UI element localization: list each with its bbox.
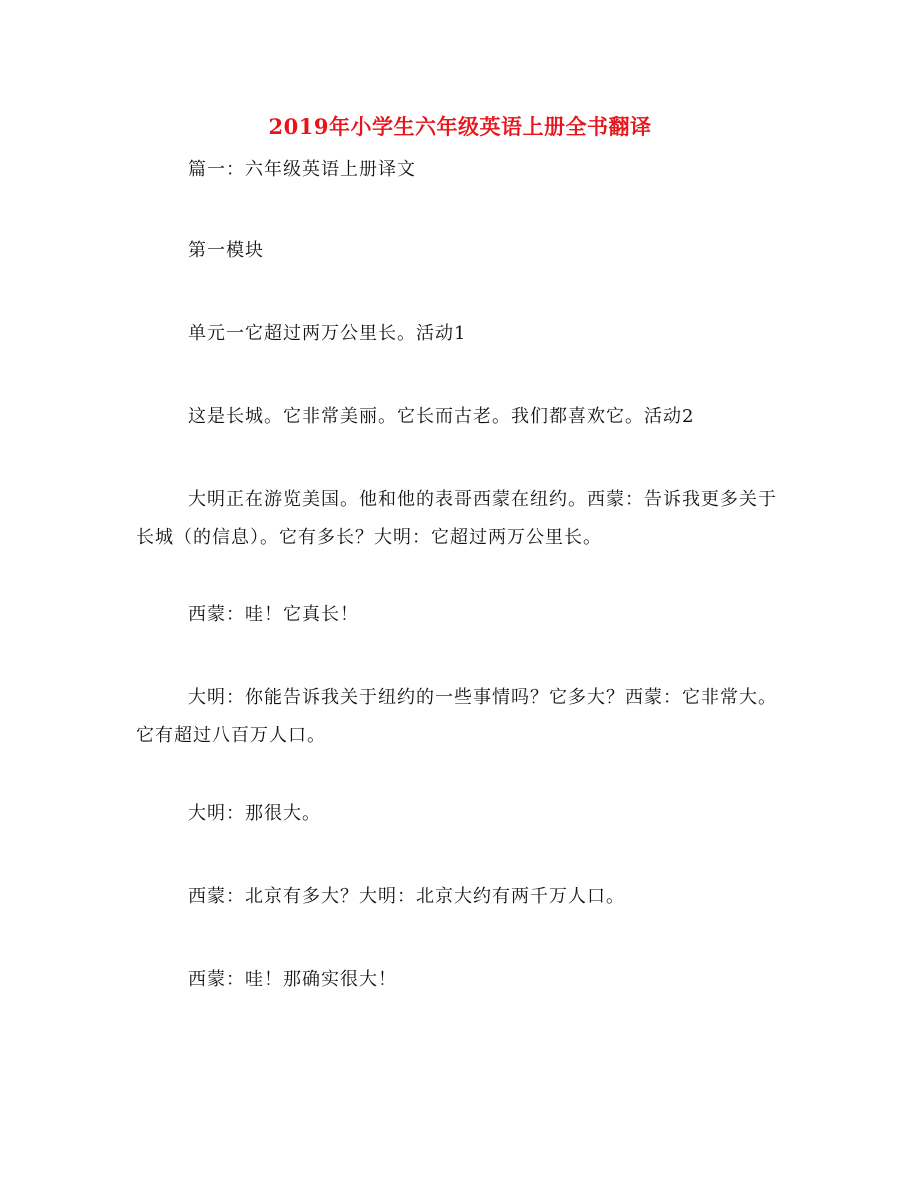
- paragraph-unit-heading: 单元一它超过两万公里长。活动1: [188, 323, 467, 344]
- paragraph-dialogue: 大明：那很大。: [188, 803, 321, 824]
- paragraph-section-heading: 篇一：六年级英语上册译文: [188, 159, 416, 180]
- paragraph-dialogue: 西蒙：北京有多大？大明：北京大约有两千万人口。: [188, 886, 625, 907]
- paragraph-dialogue: 西蒙：哇！那确实很大！: [188, 969, 397, 990]
- paragraph-activity-text: 这是长城。它非常美丽。它长而古老。我们都喜欢它。活动2: [188, 406, 695, 427]
- document-title: 2019年小学生六年级英语上册全书翻译: [268, 114, 652, 139]
- paragraph-module-heading: 第一模块: [188, 240, 264, 261]
- paragraph-dialogue: 大明正在游览美国。他和他的表哥西蒙在纽约。西蒙：告诉我更多关于长城（的信息）。它有多长？大明：它超过两万公里长。: [136, 489, 777, 548]
- paragraph-dialogue: 西蒙：哇！它真长！: [188, 604, 359, 625]
- paragraph-dialogue: 大明：你能告诉我关于纽约的一些事情吗？它多大？西蒙：它非常大。它有超过八百万人口。: [136, 687, 777, 746]
